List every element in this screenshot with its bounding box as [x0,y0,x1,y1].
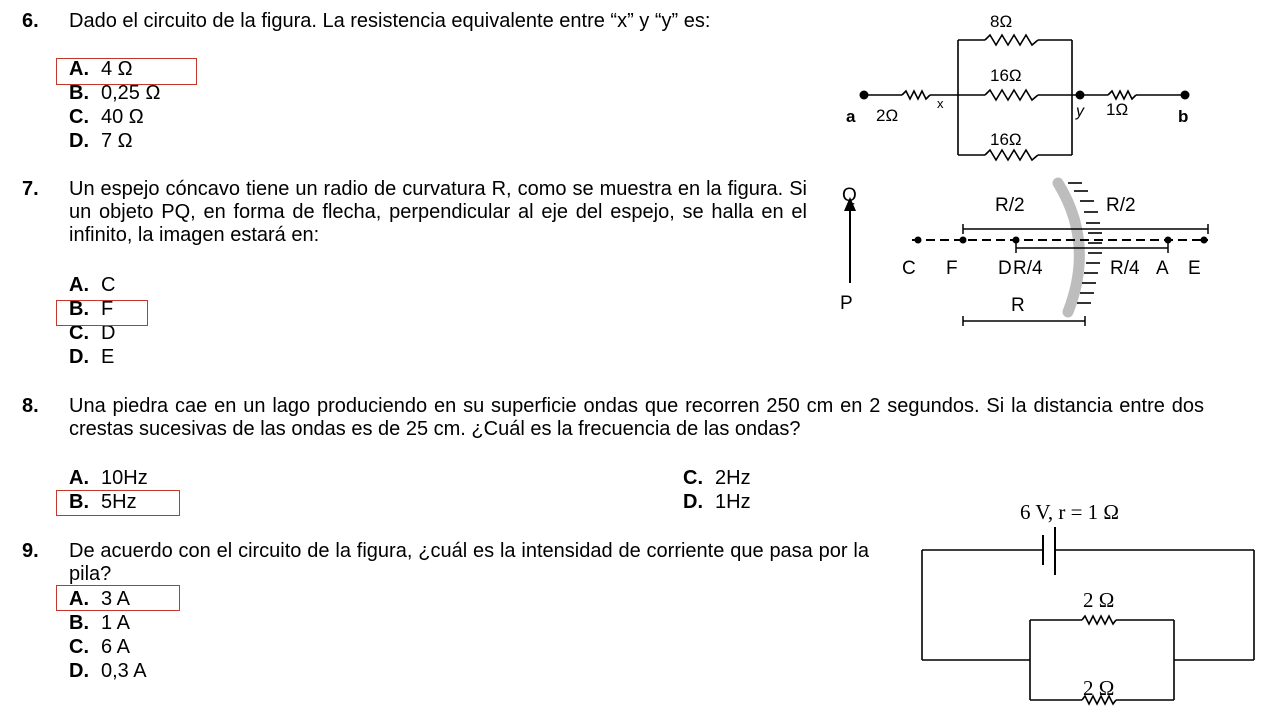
option-c[interactable]: C. 2Hz [683,467,751,489]
question-number: 7. [22,178,39,200]
label-d: D [998,258,1012,279]
question-number: 6. [22,10,39,32]
option-a[interactable]: A. C [69,274,116,296]
question-number: 8. [22,395,39,417]
question-text: De acuerdo con el circuito de la figura, ¿cuál es la intensidad de corriente que pasa por la pila? [69,540,869,585]
label-8-ohm: 8Ω [990,12,1013,31]
label-a: A [1156,258,1169,279]
label-node-y: y [1076,103,1084,120]
option-d[interactable]: D. E [69,346,115,368]
label-2-ohm-bottom: 2 Ω [1083,676,1115,700]
answer-highlight-box [56,585,180,611]
label-node-x: x [937,96,944,111]
question-text: Una piedra cae en un lago produciendo en su superficie ondas que recorren 250 cm en 2 segundos. Si la distancia entre dos crestas sucesivas de las ondas es de 25 cm. ¿Cuál es la frecuencia de las ondas? [69,395,1204,440]
option-a[interactable]: A. 3 A [69,588,130,610]
option-c[interactable]: C. 6 A [69,636,130,658]
label-e: E [1188,258,1201,279]
label-f: F [946,258,958,279]
option-d[interactable]: D. 1Hz [683,491,751,513]
label-2-ohm-top: 2 Ω [1083,588,1115,612]
circuit-diagram-q9 [910,495,1270,715]
label-r2-left: R/2 [995,195,1025,216]
label-2-ohm: 2Ω [876,106,899,125]
option-b[interactable]: B. 5Hz [69,491,137,513]
label-r4-right: R/4 [1110,258,1140,279]
label-r4-left: R/4 [1013,258,1043,279]
label-p: P [840,293,853,314]
option-c[interactable]: C. 40 Ω [69,106,144,128]
answer-highlight-box [56,300,148,326]
label-q: Q [842,185,857,206]
node-y-dot [1076,91,1085,100]
question-text: Dado el circuito de la figura. La resistencia equivalente entre “x” y “y” es: [69,10,711,32]
node-b-dot [1181,91,1190,100]
label-16-ohm-middle: 16Ω [990,66,1022,85]
question-text: Un espejo cóncavo tiene un radio de curvatura R, como se muestra en la figura. Si un objeto PQ, en forma de flecha, perpendicular al eje del espejo, se halla en el infinito, la imagen estará en: [69,178,807,246]
option-a[interactable]: A. 10Hz [69,467,148,489]
option-d[interactable]: D. 7 Ω [69,130,133,152]
label-node-a: a [846,107,856,126]
label-r2-right: R/2 [1106,195,1136,216]
option-a[interactable]: A. 4 Ω [69,58,133,80]
concave-mirror-diagram-q7 [830,175,1225,340]
circuit-diagram-q6 [840,5,1210,170]
node-a-dot [860,91,869,100]
label-battery: 6 V, r = 1 Ω [1020,500,1120,524]
label-16-ohm-bottom: 16Ω [990,130,1022,149]
label-c: C [902,258,916,279]
label-r: R [1011,295,1025,316]
question-number: 9. [22,540,39,562]
option-b[interactable]: B. 0,25 Ω [69,82,161,104]
answer-highlight-box [56,490,180,516]
option-d[interactable]: D. 0,3 A [69,660,147,682]
option-b[interactable]: B. 1 A [69,612,130,634]
label-node-b: b [1178,107,1189,126]
answer-highlight-box [56,58,197,85]
option-c[interactable]: C. D [69,322,116,344]
option-b[interactable]: B. F [69,298,114,320]
label-1-ohm: 1Ω [1106,100,1129,119]
